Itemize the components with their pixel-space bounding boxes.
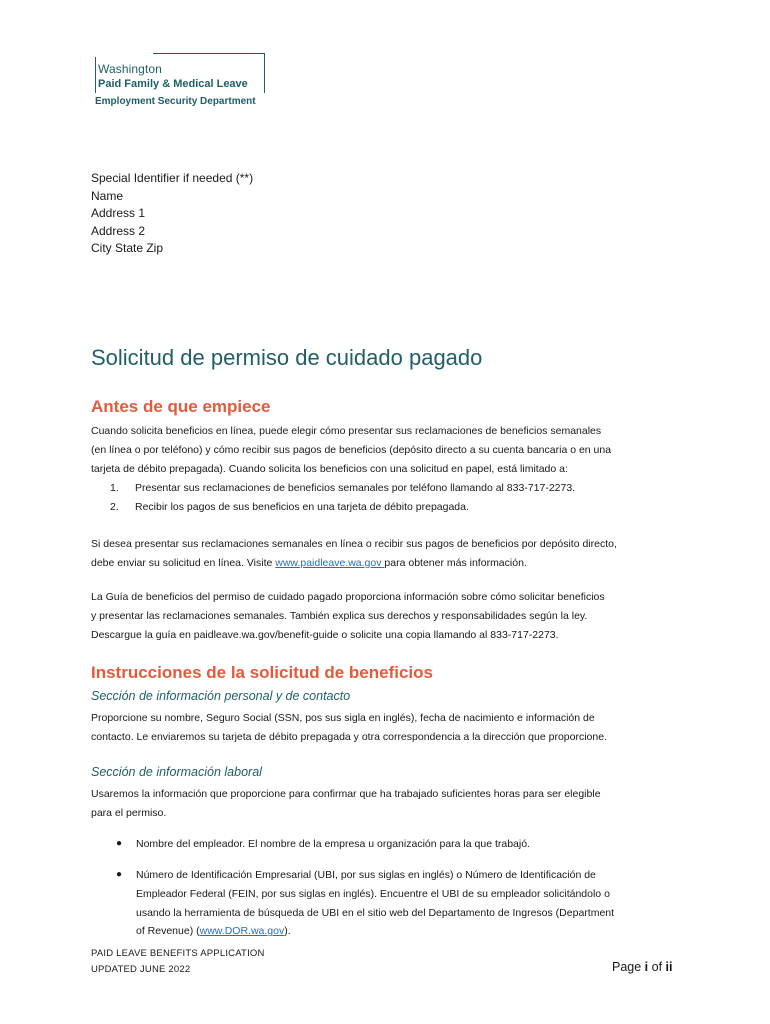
text-fragment: debe enviar su solicitud en línea. Visite bbox=[91, 556, 276, 569]
address-block bbox=[91, 170, 253, 258]
list-item-text: Presentar sus reclamaciones de beneficios semanales por teléfono llamando al 833-717-2273. bbox=[135, 482, 576, 494]
paragraph-line: Si desea presentar sus reclamaciones semanales en línea o recibir sus pagos de beneficios por depósito directo, bbox=[91, 538, 617, 550]
paragraph-line: Descargue la guía en paidleave.wa.gov/benefit-guide o solicite una copia llamando al 833-717-2273. bbox=[91, 628, 559, 641]
bullet-text: Nombre del empleador. El nombre de la empresa u organización para la que trabajó. bbox=[136, 838, 530, 850]
bullet-line bbox=[136, 922, 614, 941]
bullet-icon: ● bbox=[116, 838, 123, 849]
heading-application-instructions: Instrucciones de la solicitud de beneficios bbox=[91, 663, 433, 682]
bullet-icon: ● bbox=[116, 869, 123, 880]
paragraph-labor-info bbox=[91, 785, 691, 823]
text-fragment: of Revenue) ( bbox=[136, 925, 200, 938]
paragraph-line: La Guía de beneficios del permiso de cuidado pagado proporciona información sobre cómo solicitar beneficios bbox=[91, 591, 605, 603]
bullet-line: Empleador Federal (FEIN, por sus siglas en inglés). Encuentre el UBI de su empleador solicitándolo o bbox=[136, 887, 610, 900]
address-name: Name bbox=[91, 188, 124, 203]
paragraph-line: Cuando solicita beneficios en línea, puede elegir cómo presentar sus reclamaciones de beneficios semanales bbox=[91, 425, 602, 437]
heading-labor-section: Sección de información laboral bbox=[91, 765, 262, 779]
list-number: 2. bbox=[110, 501, 119, 513]
paidleave-link[interactable]: www.paidleave.wa.gov bbox=[275, 556, 385, 569]
bullet-text bbox=[136, 866, 614, 941]
bullet-line: Número de Identificación Empresarial (UBI, por sus siglas en inglés) o Número de Identificación de bbox=[136, 869, 596, 881]
paragraph-line: contacto. Le enviaremos su tarjeta de débito prepagada y otra correspondencia a la dirección que proporcione. bbox=[91, 730, 607, 743]
heading-before-you-start: Antes de que empiece bbox=[91, 397, 271, 416]
footer-form-name: PAID LEAVE BENEFITS APPLICATION bbox=[91, 948, 265, 959]
logo-line-esd: Employment Security Department bbox=[95, 96, 256, 107]
heading-personal-contact-section: Sección de información personal y de contacto bbox=[91, 689, 351, 703]
list-item bbox=[110, 498, 575, 517]
document-title: Solicitud de permiso de cuidado pagado bbox=[91, 345, 483, 370]
paragraph-benefit-guide bbox=[91, 588, 691, 644]
page-of: of bbox=[648, 960, 666, 974]
wa-paid-leave-logo bbox=[91, 53, 269, 111]
address-city-state-zip: City State Zip bbox=[91, 241, 164, 255]
list-number: 1. bbox=[110, 482, 119, 494]
page-total: ii bbox=[665, 960, 673, 974]
paragraph-line bbox=[91, 554, 691, 573]
paragraph-line: tarjeta de débito prepagada). Cuando solicita los beneficios con una solicitud en papel, está limitado a: bbox=[91, 462, 568, 475]
address-line-1: Address 1 bbox=[91, 206, 146, 220]
page-current: i bbox=[644, 960, 649, 974]
page-number bbox=[612, 960, 672, 974]
paragraph-line: Proporcione su nombre, Seguro Social (SSN, pos sus sigla en inglés), fecha de nacimiento e información de bbox=[91, 712, 595, 724]
paragraph-line: para el permiso. bbox=[91, 806, 167, 819]
logo-line-washington: Washington bbox=[98, 62, 162, 76]
paragraph-before-intro bbox=[91, 422, 691, 478]
footer-updated-date: UPDATED JUNE 2022 bbox=[91, 964, 191, 975]
paragraph-line: (en línea o por teléfono) y cómo recibir sus pagos de beneficios (depósito directo a su cuenta bancaria o en una bbox=[91, 443, 612, 456]
logo-line-paid-leave: Paid Family & Medical Leave bbox=[98, 78, 248, 90]
page-label: Page bbox=[612, 960, 645, 974]
address-line-2: Address 2 bbox=[91, 223, 146, 238]
dor-link[interactable]: www.DOR.wa.gov bbox=[199, 925, 285, 938]
paragraph-personal-info bbox=[91, 709, 691, 747]
text-fragment: para obtener más información. bbox=[384, 556, 527, 569]
special-identifier: Special Identifier if needed (**) bbox=[91, 171, 254, 185]
paragraph-online-filing bbox=[91, 535, 691, 573]
list-item bbox=[110, 479, 575, 498]
paragraph-line: Usaremos la información que proporcione para confirmar que ha trabajado suficientes horas para ser elegible bbox=[91, 788, 601, 800]
numbered-list bbox=[110, 479, 575, 517]
text-fragment: ). bbox=[284, 925, 291, 938]
footer-document-info bbox=[91, 946, 265, 978]
bullet-line: usando la herramienta de búsqueda de UBI en el sitio web del Departamento de Ingresos (Department bbox=[136, 906, 615, 919]
paragraph-line: y presentar las reclamaciones semanales. También explica sus derechos y responsabilidades según la ley. bbox=[91, 609, 588, 622]
list-item-text: Recibir los pagos de sus beneficios en una tarjeta de débito prepagada. bbox=[135, 501, 469, 513]
